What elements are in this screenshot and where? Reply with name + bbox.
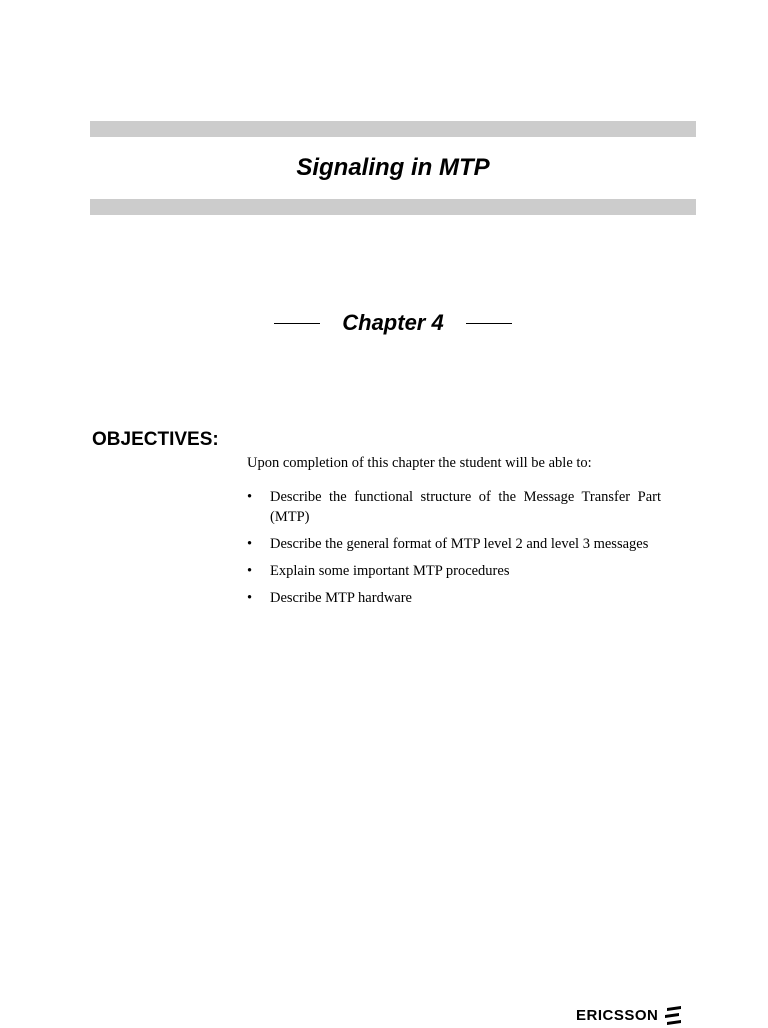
objectives-intro: Upon completion of this chapter the student will be able to:	[247, 455, 592, 471]
bullet-icon: •	[247, 489, 253, 505]
chapter-label: Chapter 4	[342, 310, 444, 335]
bullet-icon: •	[247, 563, 253, 579]
document-title: Signaling in MTP	[296, 154, 490, 181]
chapter-heading	[0, 308, 768, 338]
ericsson-logo	[576, 1004, 682, 1028]
objective-item	[247, 487, 661, 527]
logo-wordmark: ERICSSON	[576, 1007, 659, 1024]
objectives-heading: OBJECTIVES:	[92, 429, 219, 450]
objective-text: Describe the functional structure of the Message Transfer Part (MTP)	[270, 489, 661, 525]
title-band-bottom	[90, 199, 696, 215]
objective-item	[247, 534, 661, 554]
chapter-rule-left	[274, 323, 320, 324]
objective-text: Describe the general format of MTP level 2 and level 3 messages	[270, 536, 649, 552]
bullet-icon: •	[247, 590, 253, 606]
title-band-top	[90, 121, 696, 137]
bullet-icon: •	[247, 536, 253, 552]
objectives-list	[247, 487, 661, 615]
ericsson-logo-icon	[664, 1006, 682, 1026]
objective-text: Explain some important MTP procedures	[270, 563, 510, 579]
chapter-rule-right	[466, 323, 512, 324]
objective-text: Describe MTP hardware	[270, 590, 412, 606]
objective-item	[247, 561, 661, 581]
objective-item	[247, 588, 661, 608]
